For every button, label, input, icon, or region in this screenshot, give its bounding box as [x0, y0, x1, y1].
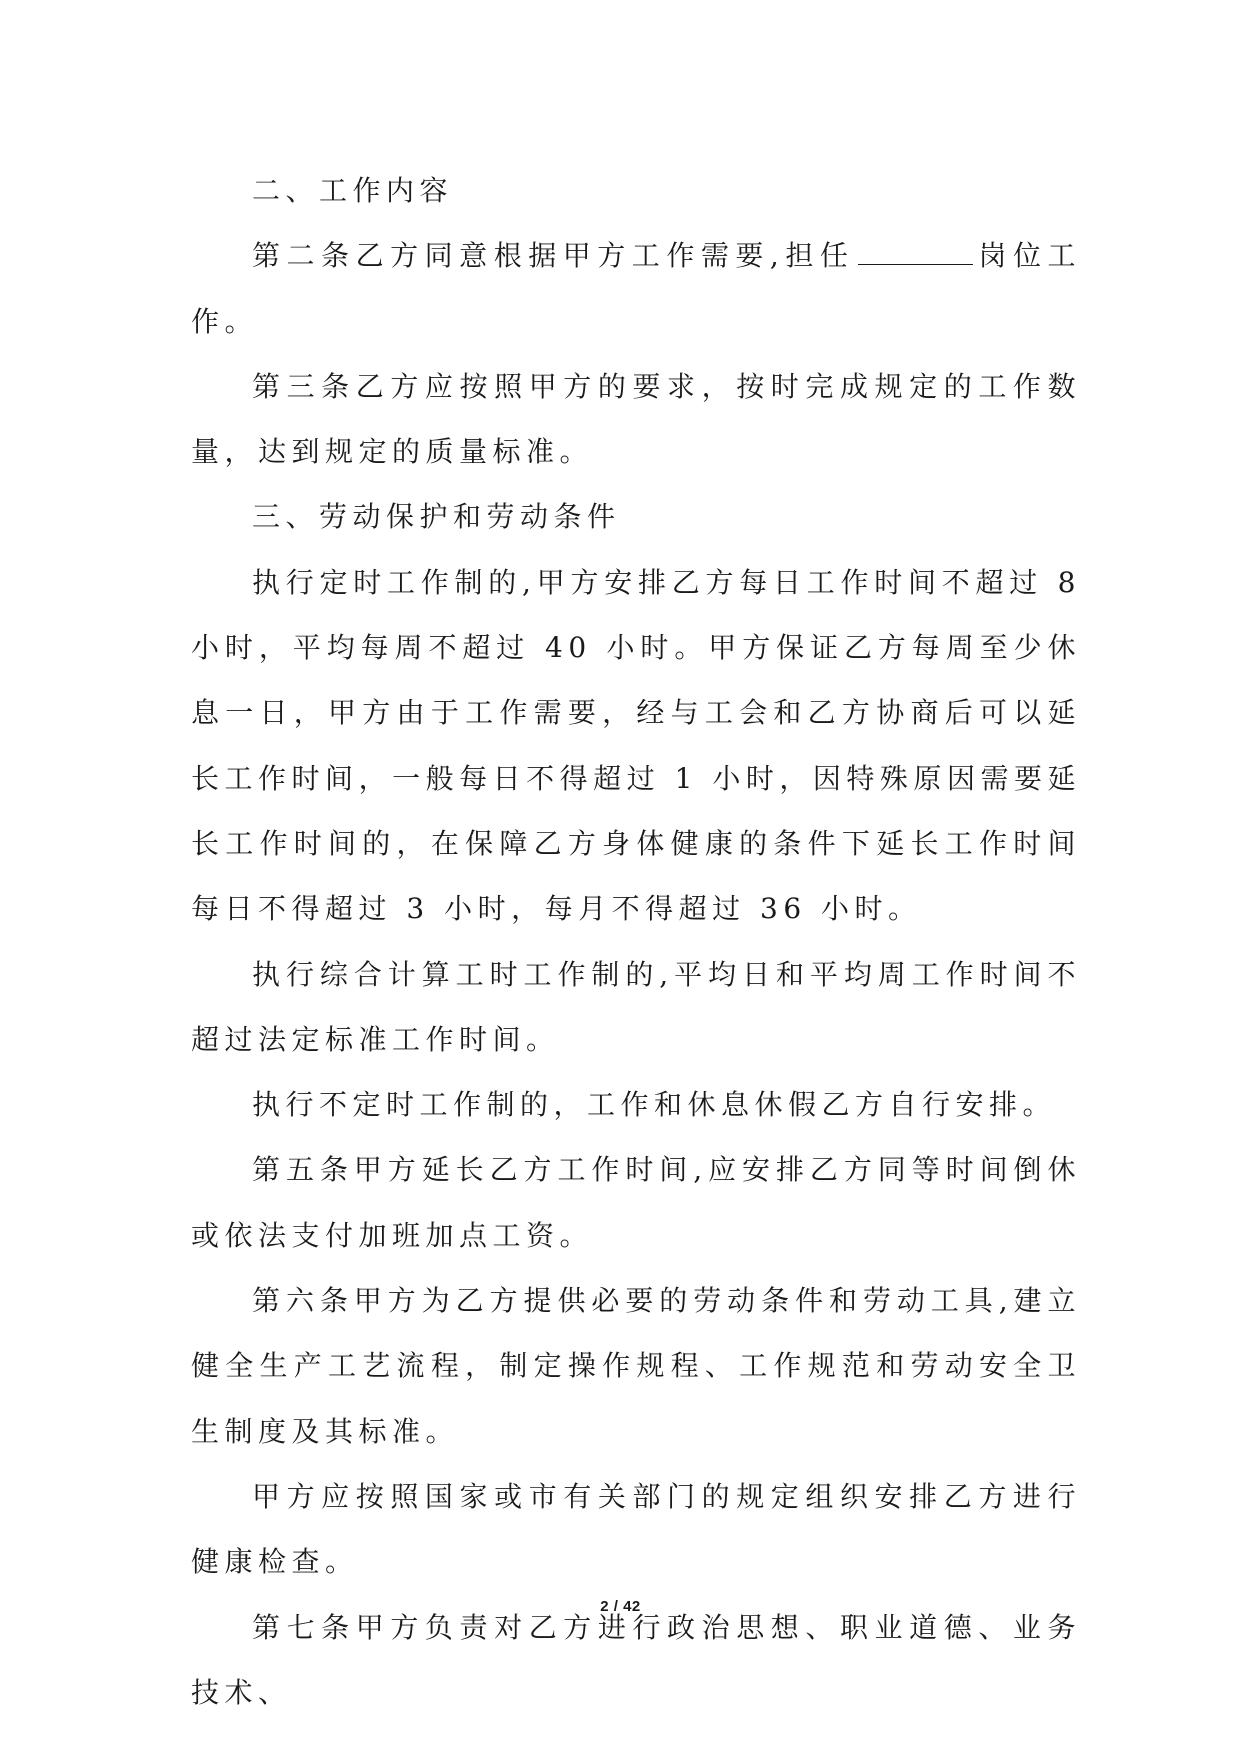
article-2-paragraph — [191, 223, 1081, 354]
position-blank-line — [858, 238, 973, 265]
flexible-hours-paragraph: 执行不定时工作制的，工作和休息休假乙方自行安排。 — [252, 1088, 1057, 1122]
article-3-paragraph: 第三条乙方应按照甲方的要求，按时完成规定的工作数量，达到规定的质量标准。 — [191, 369, 1081, 469]
article-7-paragraph: 第七条甲方负责对乙方进行政治思想、职业道德、业务技术、 — [191, 1610, 1081, 1709]
document-body — [191, 158, 1081, 1725]
article-2-text-end: 岗位工作。 — [191, 239, 1081, 338]
article-6-paragraph: 第六条甲方为乙方提供必要的劳动条件和劳动工具,建立健全生产工艺流程，制定操作规程、工作规范和劳动安全卫生制度及其标准。 — [191, 1284, 1081, 1448]
health-check-paragraph: 甲方应按照国家或市有关部门的规定组织安排乙方进行健康检查。 — [191, 1479, 1081, 1579]
article-2-text-start: 第二条乙方同意根据甲方工作需要,担任 — [252, 239, 855, 273]
fixed-hours-paragraph: 执行定时工作制的,甲方安排乙方每日工作时间不超过 8 小时，平均每周不超过 40 小时。甲方保证乙方每周至少休息一日，甲方由于工作需要，经与工会和乙方协商后可以延长工作时间，一般每日不得超过 1 小时，因特殊原因需要延长工作时间的，在保障乙方身体健康的条件下延长工作时间每日不得超过 3 小时，每月不得超过 36 小时。 — [191, 565, 1081, 926]
section-heading-work-content: 二、工作内容 — [252, 174, 454, 207]
page-number: 2 / 42 — [600, 1598, 641, 1615]
article-5-paragraph: 第五条甲方延长乙方工作时间,应安排乙方同等时间倒休或依法支付加班加点工资。 — [191, 1153, 1081, 1252]
section-heading-labor-protection: 三、劳动保护和劳动条件 — [252, 500, 621, 534]
comprehensive-hours-paragraph: 执行综合计算工时工作制的,平均日和平均周工作时间不超过法定标准工作时间。 — [191, 957, 1081, 1056]
